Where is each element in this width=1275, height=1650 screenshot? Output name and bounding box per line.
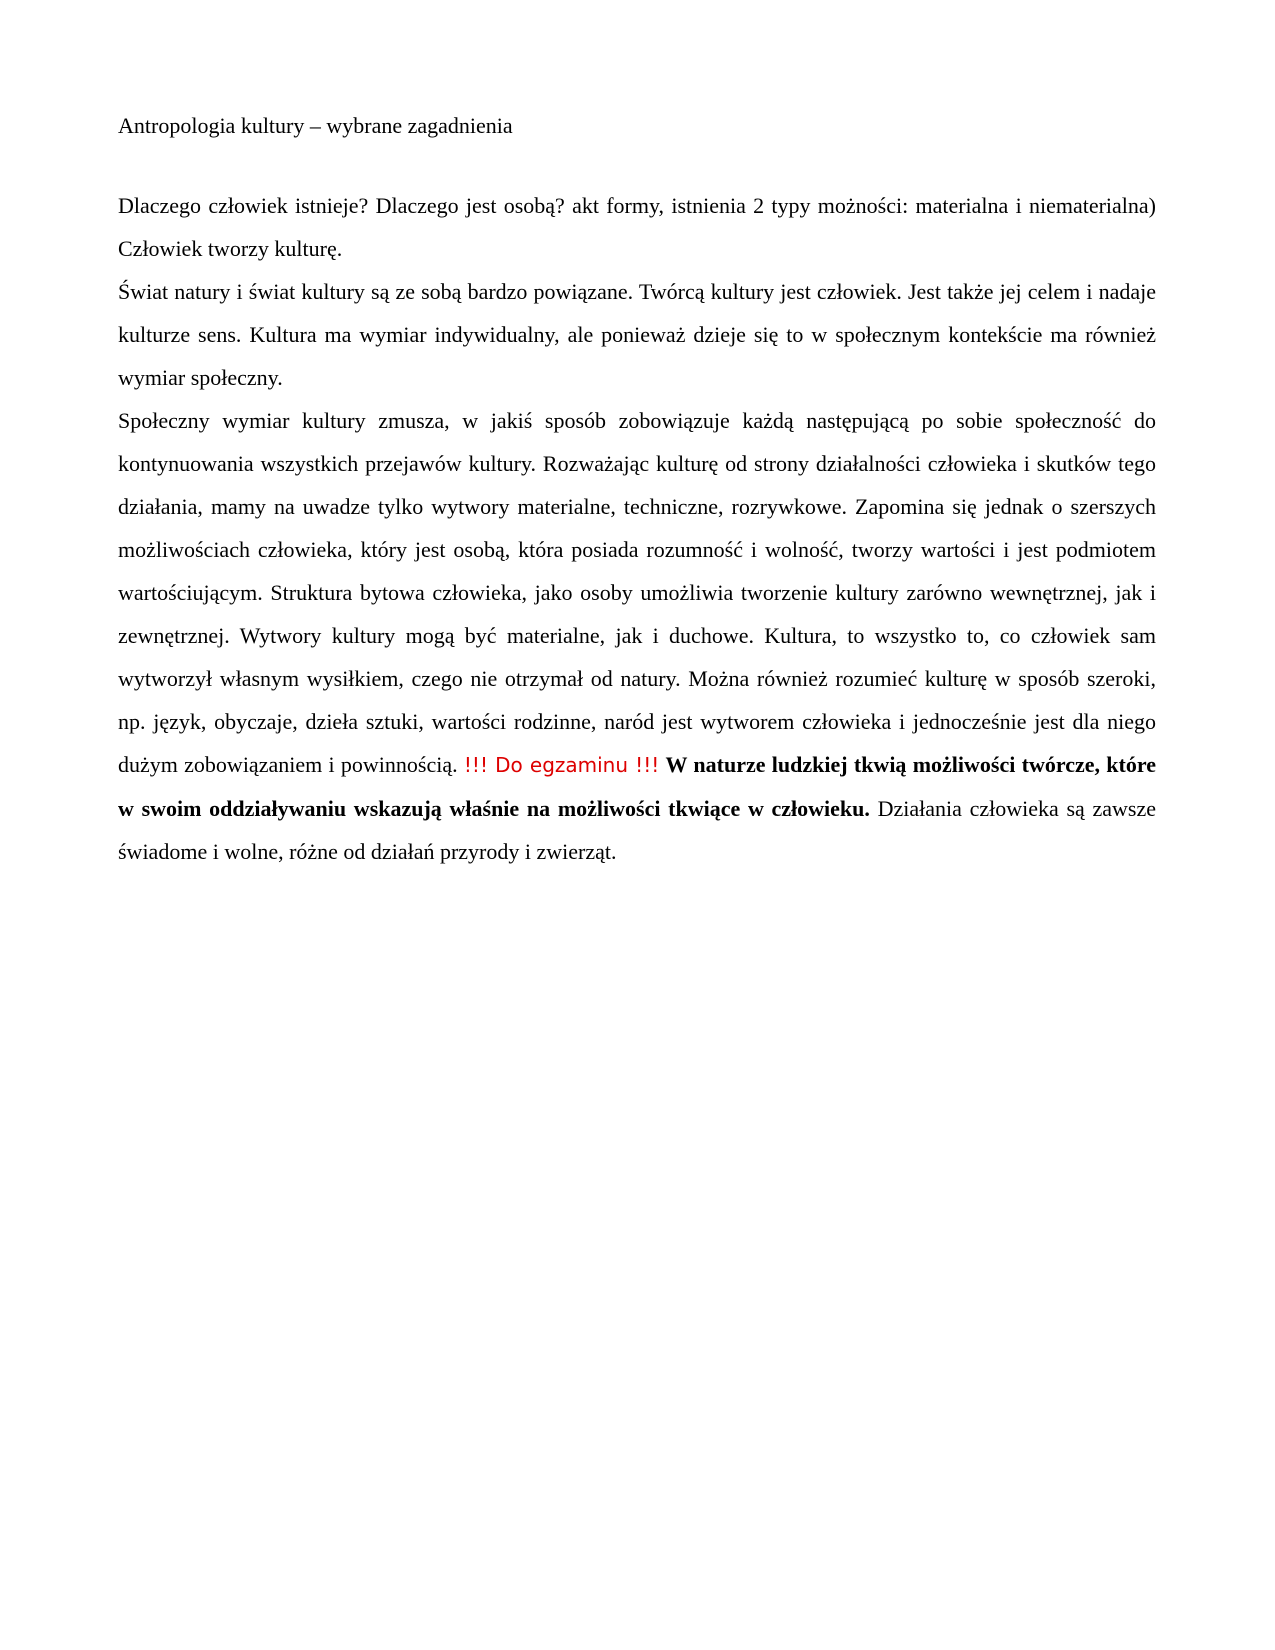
- paragraph-3: [118, 399, 1156, 873]
- title-spacer: [118, 140, 1156, 184]
- bold-statement: W naturze ludzkiej tkwią możliwości twórcze, które w swoim oddziaływaniu wskazują właśnie na możliwości tkwiące w człowieku.: [118, 752, 1157, 821]
- paragraph-1: Dlaczego człowiek istnieje? Dlaczego jest osobą? akt formy, istnienia 2 typy możności: materialna i niematerialna) Człowiek tworzy kulturę.: [118, 193, 1156, 261]
- paragraph-3-ending: Działania człowieka są zawsze świadome i wolne, różne od działań przyrody i zwierząt.: [118, 796, 1157, 864]
- paragraph-3-text: Społeczny wymiar kultury zmusza, w jakiś sposób zobowiązuje każdą następującą po sobie społeczność do kontynuowania wszystkich przejawów kultury. Rozważając kulturę od strony działalności człowieka i skutków tego działania, mamy na uwadze tylko wytwory materialne, techniczne, rozrywkowe. Zapomina się jednak o szerszych możliwościach człowieka, który jest osobą, która posiada rozumność i wolność, tworzy wartości i jest podmiotem wartościującym. Struktura bytowa człowieka, jako osoby umożliwia tworzenie kultury zarówno wewnętrznej, jak i zewnętrznej. Wytwory kultury mogą być materialne, jak i duchowe. Kultura, to wszystko to, co człowiek sam wytworzył własnym wysiłkiem, czego nie otrzymał od natury. Można również rozumieć kulturę w sposób szeroki, np. język, obyczaje, dzieła sztuki, wartości rodzinne, naród jest wytworem człowieka i jednocześnie jest dla niego dużym zobowiązaniem i powinnością.: [118, 408, 1156, 777]
- exam-note: !!! Do egzaminu !!!: [463, 753, 660, 777]
- document-title: Antropologia kultury – wybrane zagadnienia: [118, 113, 513, 138]
- paragraph-2: Świat natury i świat kultury są ze sobą bardzo powiązane. Twórcą kultury jest człowiek. Jest także jej celem i nadaje kulturze sens. Kultura ma wymiar indywidualny, ale ponieważ dzieje się to w społecznym kontekście ma również wymiar społeczny.: [118, 279, 1156, 390]
- document-body: [118, 112, 1156, 873]
